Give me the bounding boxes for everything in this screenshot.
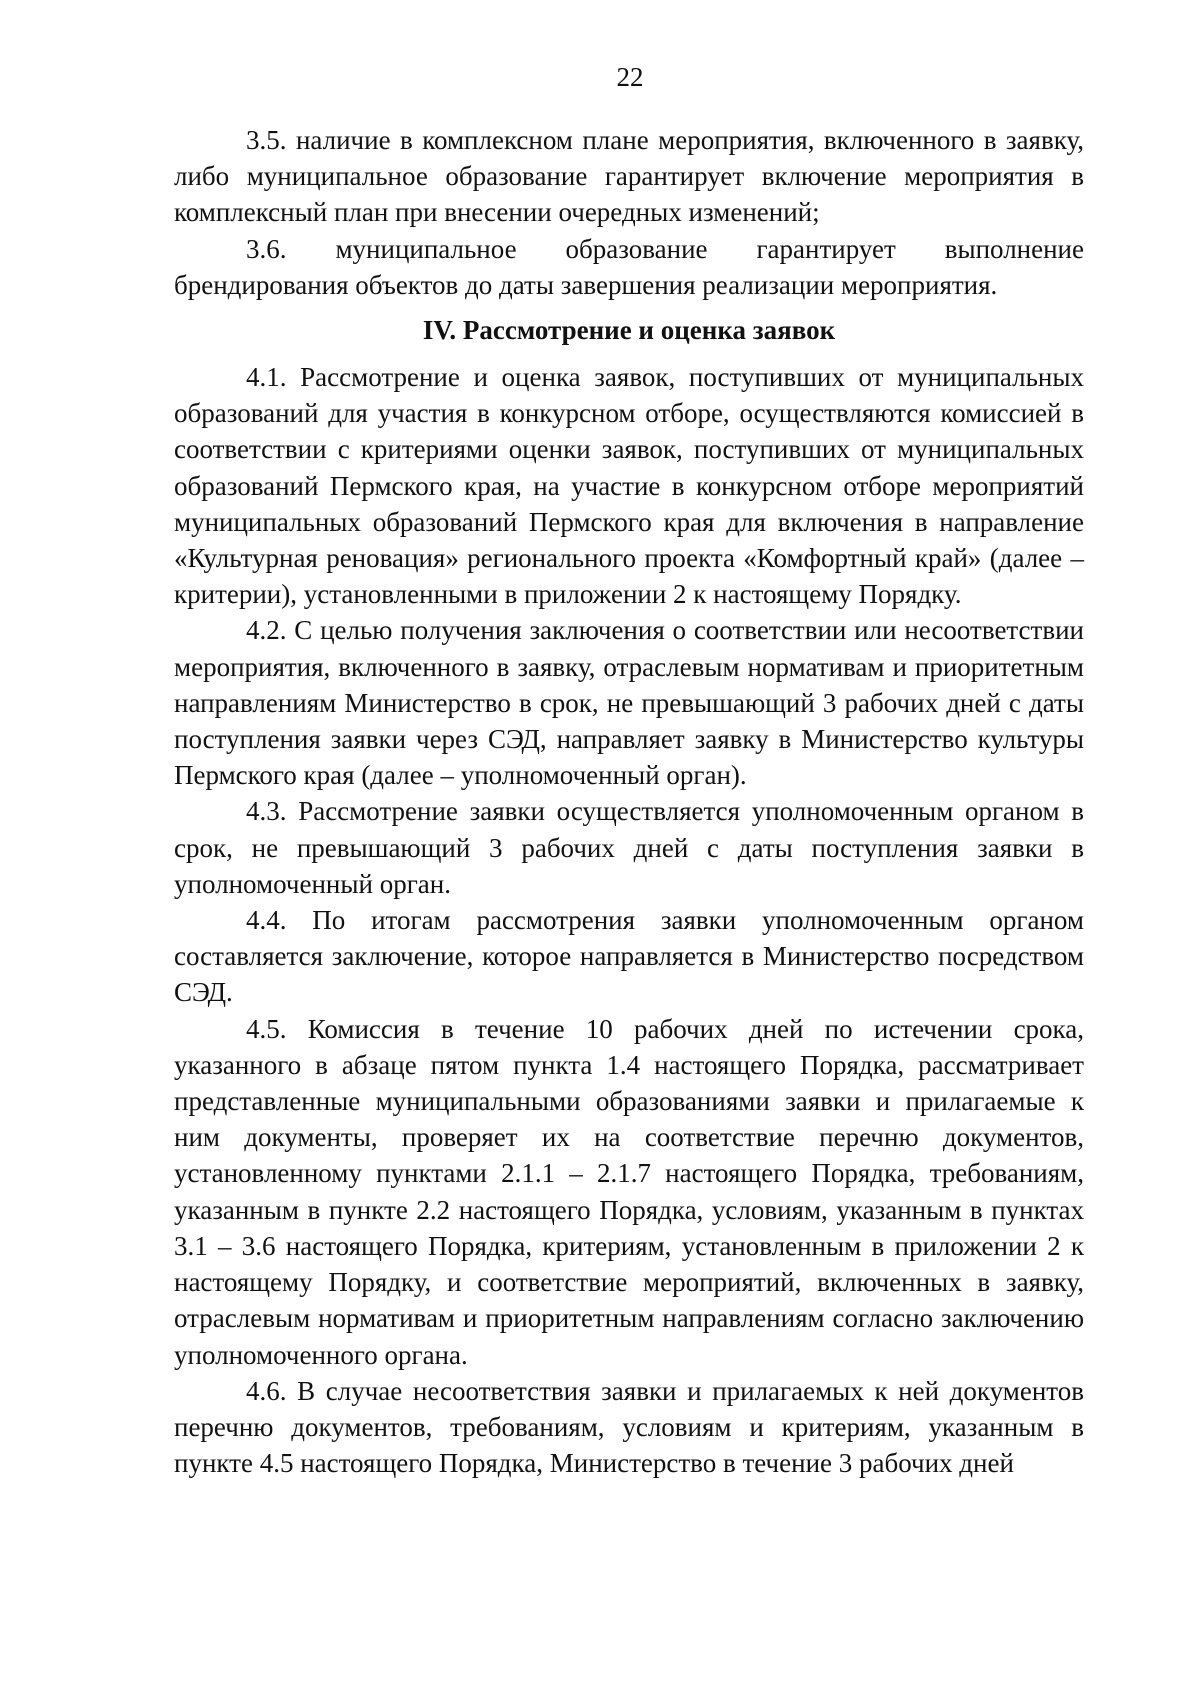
paragraph-4-4: 4.4. По итогам рассмотрения заявки уполномоченным органом составляется заключение, которое направляется в Министерство посредством СЭД. <box>174 905 1084 1008</box>
paragraph-3-6: 3.6. муниципальное образование гарантирует выполнение брендирования объектов до даты завершения реализации мероприятия. <box>174 233 1084 300</box>
paragraph-4-1: 4.1. Рассмотрение и оценка заявок, поступивших от муниципальных образований для участия в конкурсном отборе, осуществляются комиссией в соответствии с критериями оценки заявок, поступивших от муниципальных образований Пермского края, на участие в конкурсном отборе мероприятий муниципальных образований Пермского края для включения в направление «Культурная реновация» регионального проекта «Комфортный край» (далее – критерии), установленными в приложении 2 к настоящему Порядку. <box>174 362 1084 610</box>
paragraph-3-5: 3.5. наличие в комплексном плане мероприятия, включенного в заявку, либо муниципальное образование гарантирует включение мероприятия в комплексный план при внесении очередных изменений; <box>174 125 1084 228</box>
paragraph-4-6: 4.6. В случае несоответствия заявки и прилагаемых к ней документов перечню документов, требованиям, условиям и критериям, указанным в пункте 4.5 настоящего Порядка, Министерство в течение 3 рабочих дней <box>174 1375 1084 1479</box>
page-number: 22 <box>616 62 644 92</box>
paragraph-4-5: 4.5. Комиссия в течение 10 рабочих дней по истечении срока, указанного в абзаце пятом пункта 1.4 настоящего Порядка, рассматривает представленные муниципальными образованиями заявки и прилагаемые к ним документы, проверяет их на соответствие перечню документов, установленному пунктами 2.1.1 – 2.1.7 настоящего Порядка, требованиям, указанным в пункте 2.2 настоящего Порядка, условиям, указанным в пунктах 3.1 – 3.6 настоящего Порядка, критериям, установленным в приложении 2 к настоящему Порядку, и соответствие мероприятий, включенных в заявку, отраслевым нормативам и приоритетным направлениям согласно заключению уполномоченного органа. <box>174 1013 1084 1370</box>
document-body <box>174 122 1084 1481</box>
section-heading: IV. Рассмотрение и оценка заявок <box>422 315 836 346</box>
paragraph-4-2: 4.2. С целью получения заключения о соответствии или несоответствии мероприятия, включенного в заявку, отраслевым нормативам и приоритетным направлениям Министерство в срок, не превышающий 3 рабочих дней с даты поступления заявки через СЭД, направляет заявку в Министерство культуры Пермского края (далее – уполномоченный орган). <box>174 615 1084 791</box>
paragraph-4-3: 4.3. Рассмотрение заявки осуществляется уполномоченным органом в срок, не превышающий 3 рабочих дней с даты поступления заявки в уполномоченный орган. <box>174 796 1084 899</box>
